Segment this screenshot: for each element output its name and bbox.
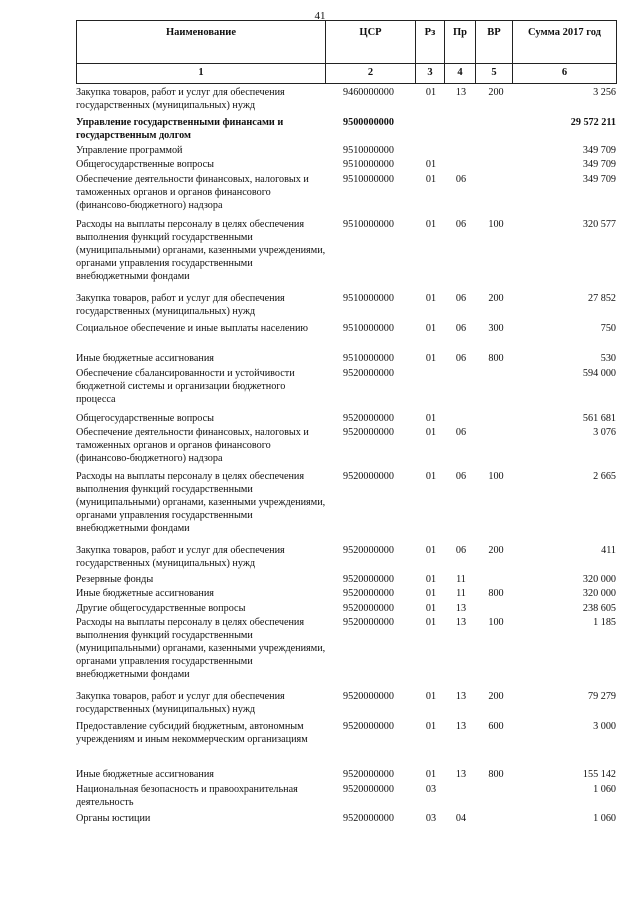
- row-vr: 100: [488, 617, 504, 628]
- row-sum: 1 060: [593, 813, 616, 824]
- row-csr: 9510000000: [343, 159, 394, 170]
- row-rz: 01: [425, 219, 437, 230]
- row-pr: 11: [456, 588, 466, 599]
- table-row: [76, 144, 617, 157]
- table-row: [76, 690, 617, 716]
- row-sum: 29 572 211: [570, 117, 616, 128]
- row-sum: 320 000: [582, 588, 616, 599]
- row-csr: 9520000000: [343, 617, 394, 628]
- row-rz: 03: [425, 784, 437, 795]
- page-number: 41: [314, 10, 326, 22]
- row-sum: 3 256: [593, 87, 616, 98]
- row-name: Расходы на выплаты персоналу в целях обеспечения выполнения функций государственными (муниципальными) органами, казенными учреждениями, органами управления государственными внебюджетными фондами: [76, 219, 326, 282]
- table-row: [76, 412, 617, 425]
- table-row: [76, 173, 617, 212]
- row-csr: 9500000000: [343, 117, 394, 128]
- header-num-vr: 5: [491, 67, 497, 78]
- row-vr: 800: [488, 353, 504, 364]
- row-vr: 300: [488, 323, 504, 334]
- row-csr: 9520000000: [343, 769, 394, 780]
- row-name: Обеспечение деятельности финансовых, налоговых и таможенных органов и органов финансового (финансово-бюджетного) надзора: [76, 427, 309, 464]
- row-csr: 9520000000: [343, 427, 394, 438]
- table-row: [76, 602, 617, 615]
- row-rz: 01: [425, 721, 437, 732]
- row-sum: 320 000: [582, 574, 616, 585]
- row-csr: 9510000000: [343, 145, 394, 156]
- row-rz: 03: [425, 813, 437, 824]
- row-sum: 3 076: [593, 427, 616, 438]
- row-name: Иные бюджетные ассигнования: [76, 769, 214, 780]
- row-rz: 01: [425, 617, 437, 628]
- row-csr: 9520000000: [343, 413, 394, 424]
- row-name: Предоставление субсидий бюджетным, автономным учреждениям и иным некоммерческим организациям: [76, 721, 308, 745]
- row-csr: 9520000000: [343, 784, 394, 795]
- row-rz: 01: [425, 471, 437, 482]
- row-csr: 9510000000: [343, 219, 394, 230]
- row-pr: 06: [455, 353, 467, 364]
- row-name: Резервные фонды: [76, 574, 154, 585]
- row-name: Органы юстиции: [76, 813, 151, 824]
- row-sum: 561 681: [582, 413, 616, 424]
- row-vr: 100: [488, 219, 504, 230]
- header-sum: Сумма 2017 год: [528, 27, 601, 38]
- row-pr: 06: [455, 174, 467, 185]
- row-pr: 13: [455, 721, 467, 732]
- row-pr: 06: [455, 219, 467, 230]
- row-vr: 200: [488, 545, 504, 556]
- header-num-rz: 3: [427, 67, 433, 78]
- row-csr: 9520000000: [343, 574, 394, 585]
- table-row: [76, 292, 617, 318]
- row-pr: 06: [455, 471, 467, 482]
- header-num-name: 1: [198, 67, 204, 78]
- row-pr: 06: [455, 427, 467, 438]
- row-vr: 800: [488, 769, 504, 780]
- row-rz: 01: [425, 691, 437, 702]
- header-pr: Пр: [452, 27, 467, 38]
- row-vr: 800: [488, 588, 504, 599]
- row-name: Иные бюджетные ассигнования: [76, 588, 214, 599]
- row-rz: 01: [425, 545, 437, 556]
- row-pr: 11: [456, 574, 466, 585]
- row-sum: 530: [600, 353, 616, 364]
- row-sum: 320 577: [582, 219, 616, 230]
- row-name: Обеспечение деятельности финансовых, налоговых и таможенных органов и органов финансового (финансово-бюджетного) надзора: [76, 174, 309, 211]
- row-pr: 06: [455, 545, 467, 556]
- row-name: Расходы на выплаты персоналу в целях обеспечения выполнения функций государственными (муниципальными) органами, казенными учреждениями, органами управления государственными внебюджетными фондами: [76, 617, 326, 680]
- table-row: [76, 426, 617, 465]
- header-num-csr: 2: [367, 67, 374, 78]
- row-name: Закупка товаров, работ и услуг для обеспечения государственных (муниципальных) нужд: [76, 545, 285, 569]
- row-vr: 200: [488, 293, 504, 304]
- row-sum: 411: [601, 545, 616, 556]
- row-csr: 9520000000: [343, 721, 394, 732]
- row-rz: 01: [425, 87, 437, 98]
- row-csr: 9520000000: [343, 588, 394, 599]
- table-row: [76, 470, 617, 535]
- header-csr-cell: [325, 20, 416, 84]
- row-rz: 01: [425, 769, 437, 780]
- table-row: [76, 86, 617, 112]
- header-sum-cell: [512, 20, 617, 84]
- row-name: Закупка товаров, работ и услуг для обеспечения государственных (муниципальных) нужд: [76, 293, 285, 317]
- row-sum: 3 000: [593, 721, 616, 732]
- row-name: Закупка товаров, работ и услуг для обеспечения государственных (муниципальных) нужд: [76, 691, 285, 715]
- table-row: [76, 322, 617, 335]
- table-row: [76, 587, 617, 600]
- row-name: Общегосударственные вопросы: [76, 159, 214, 170]
- row-csr: 9520000000: [343, 471, 394, 482]
- row-pr: 06: [455, 323, 467, 334]
- table-row: [76, 812, 617, 825]
- row-sum: 750: [600, 323, 616, 334]
- row-name: Управление программой: [76, 145, 183, 156]
- row-name: Общегосударственные вопросы: [76, 413, 214, 424]
- row-pr: 13: [455, 617, 467, 628]
- table-row: [76, 116, 617, 142]
- header-name: Наименование: [166, 27, 236, 38]
- row-pr: 06: [455, 293, 467, 304]
- row-sum: 349 709: [582, 145, 616, 156]
- row-sum: 594 000: [582, 368, 616, 379]
- row-csr: 9510000000: [343, 293, 394, 304]
- row-pr: 13: [455, 603, 467, 614]
- table-row: [76, 720, 617, 746]
- row-csr: 9510000000: [343, 174, 394, 185]
- row-name: Иные бюджетные ассигнования: [76, 353, 214, 364]
- row-rz: 01: [425, 413, 437, 424]
- row-sum: 238 605: [582, 603, 616, 614]
- row-rz: 01: [425, 323, 437, 334]
- table-header: [76, 20, 617, 84]
- row-sum: 349 709: [582, 159, 616, 170]
- row-name: Социальное обеспечение и иные выплаты населению: [76, 323, 309, 334]
- row-name: Другие общегосударственные вопросы: [76, 603, 246, 614]
- table-row: [76, 616, 617, 681]
- row-sum: 1 060: [593, 784, 616, 795]
- table-row: [76, 573, 617, 586]
- row-vr: 200: [488, 87, 504, 98]
- row-vr: 100: [488, 471, 504, 482]
- table-row: [76, 783, 617, 809]
- row-pr: 04: [455, 813, 467, 824]
- row-vr: 600: [488, 721, 504, 732]
- row-vr: 200: [488, 691, 504, 702]
- row-csr: 9520000000: [343, 691, 394, 702]
- header-rz: Рз: [424, 27, 436, 38]
- row-csr: 9520000000: [343, 813, 394, 824]
- row-csr: 9510000000: [343, 353, 394, 364]
- table-row: [76, 768, 617, 781]
- row-sum: 27 852: [587, 293, 616, 304]
- row-pr: 13: [455, 87, 467, 98]
- table-row: [76, 544, 617, 570]
- header-num-pr: 4: [457, 67, 463, 78]
- table-row: [76, 367, 617, 406]
- row-name: Обеспечение сбалансированности и устойчивости бюджетной системы и организации бюджетного процесса: [76, 368, 295, 405]
- row-csr: 9520000000: [343, 545, 394, 556]
- row-sum: 2 665: [593, 471, 616, 482]
- row-sum: 349 709: [582, 174, 616, 185]
- row-name: Национальная безопасность и правоохранительная деятельность: [76, 784, 298, 808]
- row-name: Закупка товаров, работ и услуг для обеспечения государственных (муниципальных) нужд: [76, 87, 285, 111]
- header-name-cell: [76, 20, 326, 84]
- table-row: [76, 352, 617, 365]
- row-rz: 01: [425, 588, 437, 599]
- row-name: Управление государственными финансами и государственным долгом: [76, 117, 284, 141]
- header-num-sum: 6: [561, 67, 568, 78]
- row-csr: 9520000000: [343, 368, 394, 379]
- row-rz: 01: [425, 603, 437, 614]
- row-pr: 13: [455, 691, 467, 702]
- header-csr: ЦСР: [359, 27, 382, 38]
- row-rz: 01: [425, 293, 437, 304]
- table-row: [76, 218, 617, 283]
- table-row: [76, 158, 617, 171]
- row-rz: 01: [425, 174, 437, 185]
- row-rz: 01: [425, 427, 437, 438]
- row-sum: 1 185: [593, 617, 616, 628]
- header-rz-cell: [415, 20, 445, 84]
- row-csr: 9510000000: [343, 323, 394, 334]
- header-pr-cell: [444, 20, 476, 84]
- header-vr: ВР: [487, 27, 501, 38]
- row-rz: 01: [425, 159, 437, 170]
- row-csr: 9460000000: [343, 87, 394, 98]
- header-vr-cell: [475, 20, 513, 84]
- row-name: Расходы на выплаты персоналу в целях обеспечения выполнения функций государственными (муниципальными) органами, казенными учреждениями, органами управления государственными внебюджетными фондами: [76, 471, 326, 534]
- row-csr: 9520000000: [343, 603, 394, 614]
- row-sum: 155 142: [582, 769, 616, 780]
- row-pr: 13: [455, 769, 467, 780]
- row-rz: 01: [425, 353, 437, 364]
- row-sum: 79 279: [587, 691, 616, 702]
- row-rz: 01: [425, 574, 437, 585]
